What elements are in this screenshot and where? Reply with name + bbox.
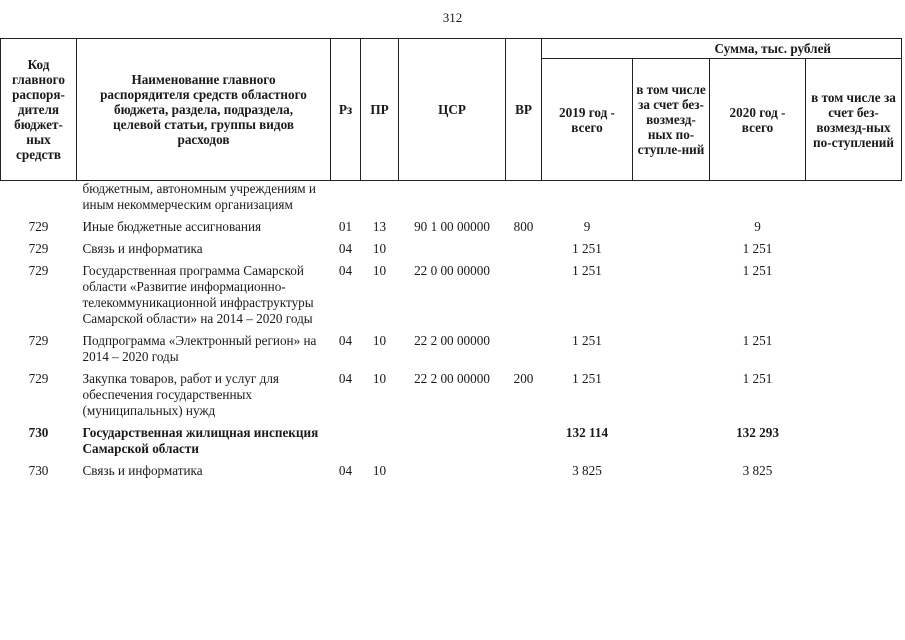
cell-name: Закупка товаров, работ и услуг для обеспечения государственных (муниципальных) нужд <box>82 371 279 418</box>
cell-csr <box>399 463 506 485</box>
cell-pr: 10 <box>372 371 387 386</box>
cell-csr: 22 2 00 00000 <box>414 371 490 386</box>
header-vr: ВР <box>506 39 542 181</box>
cell-2019: 1 251 <box>572 333 602 348</box>
cell-name: Государственная программа Самарской области «Развитие информационно-телекоммуникационной инфраструктуры Самарской области» на 2014 – 2020 годы <box>82 263 314 326</box>
header-code: Код главного распоря-дителя бюджет-ных средств <box>1 39 77 181</box>
cell-pr <box>361 425 399 463</box>
cell-vr <box>506 181 542 220</box>
cell-csr: 22 2 00 00000 <box>414 333 490 348</box>
cell-rz: 04 <box>338 371 353 386</box>
cell-name: Связь и информатика <box>82 241 203 256</box>
header-2020-total: 2020 год - всего <box>710 59 806 181</box>
header-sum: Сумма, тыс. рублей <box>542 39 902 59</box>
cell-rz: 04 <box>338 463 353 478</box>
cell-csr: 90 1 00 00000 <box>414 219 490 234</box>
cell-2019: 3 825 <box>572 463 602 478</box>
cell-2020: 3 825 <box>742 463 773 478</box>
cell-2019: 9 <box>583 219 591 234</box>
cell-rz: 04 <box>338 333 353 348</box>
cell-2020: 9 <box>754 219 761 234</box>
cell-csr: 22 0 00 00000 <box>414 263 490 278</box>
header-pr: ПР <box>361 39 399 181</box>
budget-table <box>0 38 902 485</box>
cell-code: 730 <box>28 463 49 478</box>
header-rz: Рз <box>331 39 361 181</box>
table-row <box>1 263 902 333</box>
cell-2020: 132 293 <box>736 425 779 440</box>
cell-2020: 1 251 <box>742 333 773 348</box>
cell-2019 <box>542 181 633 220</box>
cell-name: Связь и информатика <box>82 463 203 478</box>
cell-name: Государственная жилищная инспекция Самарской области <box>82 425 319 456</box>
cell-code: 729 <box>28 333 49 348</box>
cell-vr <box>506 241 542 263</box>
cell-csr <box>399 181 506 220</box>
table-row <box>1 241 902 263</box>
table-row <box>1 463 902 485</box>
cell-2020 <box>710 181 806 220</box>
cell-rz <box>331 181 361 220</box>
cell-vr <box>506 263 542 333</box>
cell-code <box>1 181 77 220</box>
cell-2019: 1 251 <box>572 263 602 278</box>
cell-2020: 1 251 <box>742 371 773 386</box>
cell-vr <box>506 463 542 485</box>
cell-rz: 04 <box>338 241 353 256</box>
cell-vr: 800 <box>513 219 534 234</box>
cell-2020: 1 251 <box>742 241 773 256</box>
header-csr: ЦСР <box>399 39 506 181</box>
cell-vr <box>506 333 542 371</box>
cell-2019: 132 114 <box>565 425 609 440</box>
cell-2019: 1 251 <box>572 371 602 386</box>
cell-pr: 10 <box>372 263 387 278</box>
cell-pr: 10 <box>372 333 387 348</box>
cell-name: бюджетным, автономным учреждениям и иным некоммерческим организациям <box>82 181 316 212</box>
page-number: 312 <box>442 10 463 25</box>
cell-rz: 04 <box>338 263 353 278</box>
cell-code: 729 <box>28 371 49 386</box>
cell-2019: 1 251 <box>572 241 602 256</box>
header-2019-free: в том числе за счет без-возмезд-ных по-ступле-ний <box>633 59 710 181</box>
table-row <box>1 333 902 371</box>
cell-csr <box>399 241 506 263</box>
cell-code: 730 <box>28 425 49 440</box>
cell-name: Иные бюджетные ассигнования <box>82 219 262 234</box>
table-row <box>1 181 902 220</box>
cell-pr: 10 <box>372 463 387 478</box>
table-row <box>1 219 902 241</box>
header-2020-free: в том числе за счет без-возмезд-ных по-ступлений <box>806 59 902 181</box>
cell-name: Подпрограмма «Электронный регион» на 2014 – 2020 годы <box>82 333 317 364</box>
cell-rz <box>331 425 361 463</box>
cell-vr: 200 <box>513 371 534 386</box>
cell-pr: 10 <box>372 241 387 256</box>
cell-code: 729 <box>28 241 49 256</box>
cell-pr: 13 <box>372 219 387 234</box>
header-name: Наименование главного распорядителя средств областного бюджета, раздела, подраздела, целевой статьи, группы видов расходов <box>77 39 331 181</box>
header-2019-total: 2019 год - всего <box>542 59 633 181</box>
table-row <box>1 371 902 425</box>
cell-code: 729 <box>28 219 49 234</box>
cell-rz: 01 <box>338 219 353 234</box>
cell-csr <box>399 425 506 463</box>
cell-vr <box>506 425 542 463</box>
cell-2020: 1 251 <box>742 263 773 278</box>
table-header <box>1 39 902 181</box>
cell-code: 729 <box>28 263 49 278</box>
table-row <box>1 425 902 463</box>
cell-pr <box>361 181 399 220</box>
